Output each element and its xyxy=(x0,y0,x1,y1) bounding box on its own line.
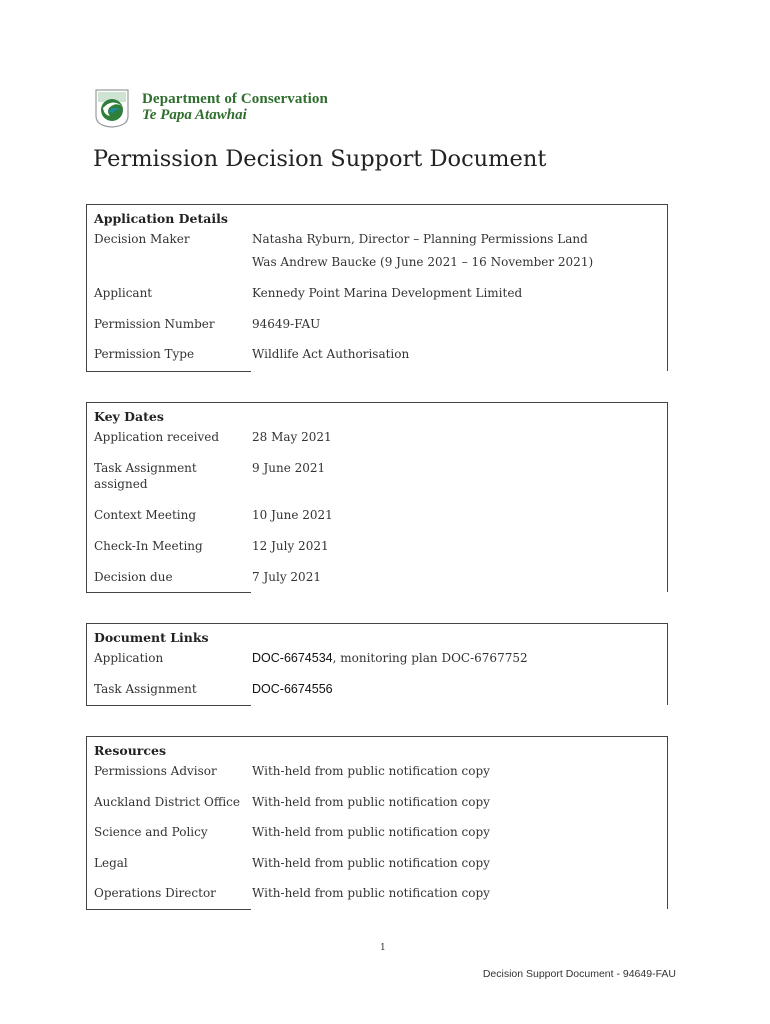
table-row xyxy=(87,679,667,703)
row-value: 12 July 2021 xyxy=(252,539,329,553)
page-footer: Decision Support Document - 94649-FAU xyxy=(482,968,676,980)
row-label: Applicant xyxy=(94,286,153,300)
page-title: Permission Decision Support Document xyxy=(93,146,547,172)
doc-logo xyxy=(94,88,328,128)
row-value: Kennedy Point Marina Development Limited xyxy=(252,286,523,300)
table-row xyxy=(87,792,667,822)
table-row xyxy=(87,283,667,314)
row-value: Was Andrew Baucke (9 June 2021 – 16 November 2021) xyxy=(252,255,594,269)
row-label: Science and Policy xyxy=(94,825,208,839)
row-value: 9 June 2021 xyxy=(252,461,326,475)
table-row xyxy=(87,505,667,536)
key-dates-section xyxy=(86,402,668,593)
row-label: Legal xyxy=(94,856,128,870)
row-label: Operations Director xyxy=(94,886,216,900)
row-value: 94649-FAU xyxy=(252,317,321,331)
row-value: 10 June 2021 xyxy=(252,508,333,522)
table-row xyxy=(87,229,667,252)
row-label: Decision Maker xyxy=(94,232,190,246)
resources-section xyxy=(86,736,668,910)
row-value xyxy=(252,648,667,679)
table-row xyxy=(87,314,667,344)
section-heading: Key Dates xyxy=(94,409,164,424)
document-links-section xyxy=(86,623,668,706)
section-heading: Document Links xyxy=(94,630,209,645)
row-label: Application received xyxy=(94,430,220,444)
table-row xyxy=(87,648,667,679)
row-value: 28 May 2021 xyxy=(252,430,332,444)
page-number: 1 xyxy=(380,943,386,953)
row-value: Natasha Ryburn, Director – Planning Permissions Land xyxy=(252,232,588,246)
row-label: Context Meeting xyxy=(94,508,197,522)
logo-title: Department of Conservation xyxy=(142,91,328,108)
row-value: 7 July 2021 xyxy=(252,570,321,584)
section-heading: Resources xyxy=(94,743,166,758)
table-row xyxy=(87,567,667,591)
table-row xyxy=(87,853,667,883)
row-value: With-held from public notification copy xyxy=(252,856,490,870)
application-details-section xyxy=(86,204,668,372)
row-label: Task Assignment assigned xyxy=(94,461,197,491)
row-value: Wildlife Act Authorisation xyxy=(252,347,410,361)
table-row xyxy=(87,761,667,792)
table-row xyxy=(87,822,667,853)
row-label: Permission Type xyxy=(94,347,195,361)
row-label: Task Assignment xyxy=(94,682,197,696)
table-row xyxy=(87,536,667,567)
doc-link[interactable]: DOC-6674556 xyxy=(252,682,333,696)
row-label: Check-In Meeting xyxy=(94,539,203,553)
doc-link[interactable]: DOC-6674534 xyxy=(252,651,333,665)
section-heading: Application Details xyxy=(94,211,228,226)
table-row xyxy=(87,427,667,458)
row-label: Decision due xyxy=(94,570,173,584)
row-value: With-held from public notification copy xyxy=(252,825,490,839)
row-value: With-held from public notification copy xyxy=(252,886,490,900)
row-label: Auckland District Office xyxy=(94,795,240,809)
row-label: Permission Number xyxy=(94,317,215,331)
row-value: With-held from public notification copy xyxy=(252,795,490,809)
table-row xyxy=(87,883,667,907)
row-value: With-held from public notification copy xyxy=(252,764,490,778)
row-label: Application xyxy=(94,651,164,665)
table-row xyxy=(87,458,667,505)
row-label: Permissions Advisor xyxy=(94,764,217,778)
doc-link-rest: , monitoring plan DOC-6767752 xyxy=(332,651,528,665)
table-row xyxy=(87,252,667,283)
logo-subtitle: Te Papa Atawhai xyxy=(142,107,247,123)
doc-logo-icon xyxy=(94,88,130,128)
table-row xyxy=(87,344,667,368)
row-value xyxy=(252,679,667,703)
